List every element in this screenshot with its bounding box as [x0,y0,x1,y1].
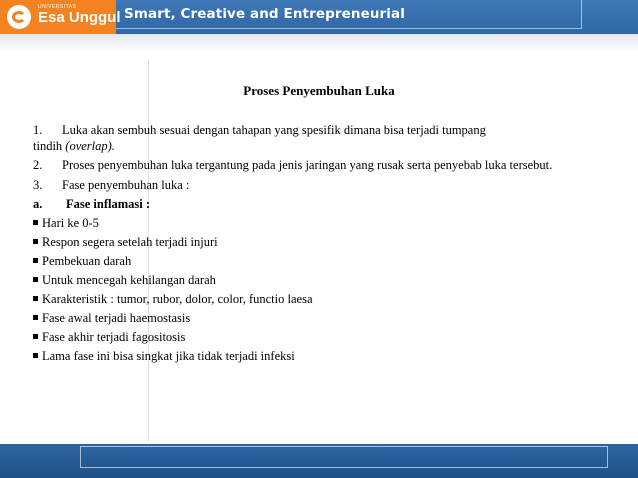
item-text: Fase penyembuhan luka : [62,178,190,192]
phase-title: Fase inflamasi : [66,197,151,211]
phase-label: a. [33,197,43,211]
logo-subtitle: UNIVERSITAS [38,4,77,10]
bullet-item [33,216,99,231]
bullet-item [33,273,216,288]
bullet-item [33,235,218,250]
footer-frame [80,446,608,468]
item-continuation-italic: (overlap). [65,139,115,153]
item-text: Proses penyembuhan luka tergantung pada jenis jaringan yang rusak serta penyebab luka tersebut. [62,158,553,172]
logo [0,0,121,34]
bullet-square-icon [33,334,38,339]
item-text: Luka akan sembuh sesuai dengan tahapan yang spesifik dimana bisa terjadi tumpang [62,123,486,137]
item-number: 2. [33,158,43,172]
bullet-text: Untuk mencegah kehilangan darah [42,273,216,287]
bullet-text: Fase awal terjadi haemostasis [42,311,191,325]
logo-name: Esa Unggul [38,9,121,26]
bullet-item [33,330,185,345]
bullet-square-icon [33,239,38,244]
bullet-square-icon [33,353,38,358]
bullet-square-icon [33,296,38,301]
bullet-text: Pembekuan darah [42,254,132,268]
bullet-item [33,349,295,364]
bullet-text: Fase akhir terjadi fagositosis [42,330,186,344]
bullet-item [33,311,190,326]
item-number: 1. [33,123,43,137]
bullet-text: Hari ke 0-5 [42,216,99,230]
bullet-text: Lama fase ini bisa singkat jika tidak terjadi infeksi [42,349,295,363]
slide-title: Proses Penyembuhan Luka [243,83,395,98]
bullet-square-icon [33,258,38,263]
header-tagline: Smart, Creative and Entrepreneurial [124,6,405,22]
bullet-square-icon [33,220,38,225]
item-continuation [33,139,115,154]
bullet-square-icon [33,277,38,282]
bullet-item [33,254,131,269]
bullet-text: Karakteristik : tumor, rubor, dolor, color, functio laesa [42,292,313,306]
logo-icon [7,5,31,29]
item-number: 3. [33,178,43,192]
header-shadow-band [0,34,638,52]
bullet-item [33,292,313,307]
item-continuation-text: tindih [33,139,66,153]
bullet-text: Respon segera setelah terjadi injuri [42,235,218,249]
bullet-square-icon [33,315,38,320]
vertical-divider [148,60,149,442]
